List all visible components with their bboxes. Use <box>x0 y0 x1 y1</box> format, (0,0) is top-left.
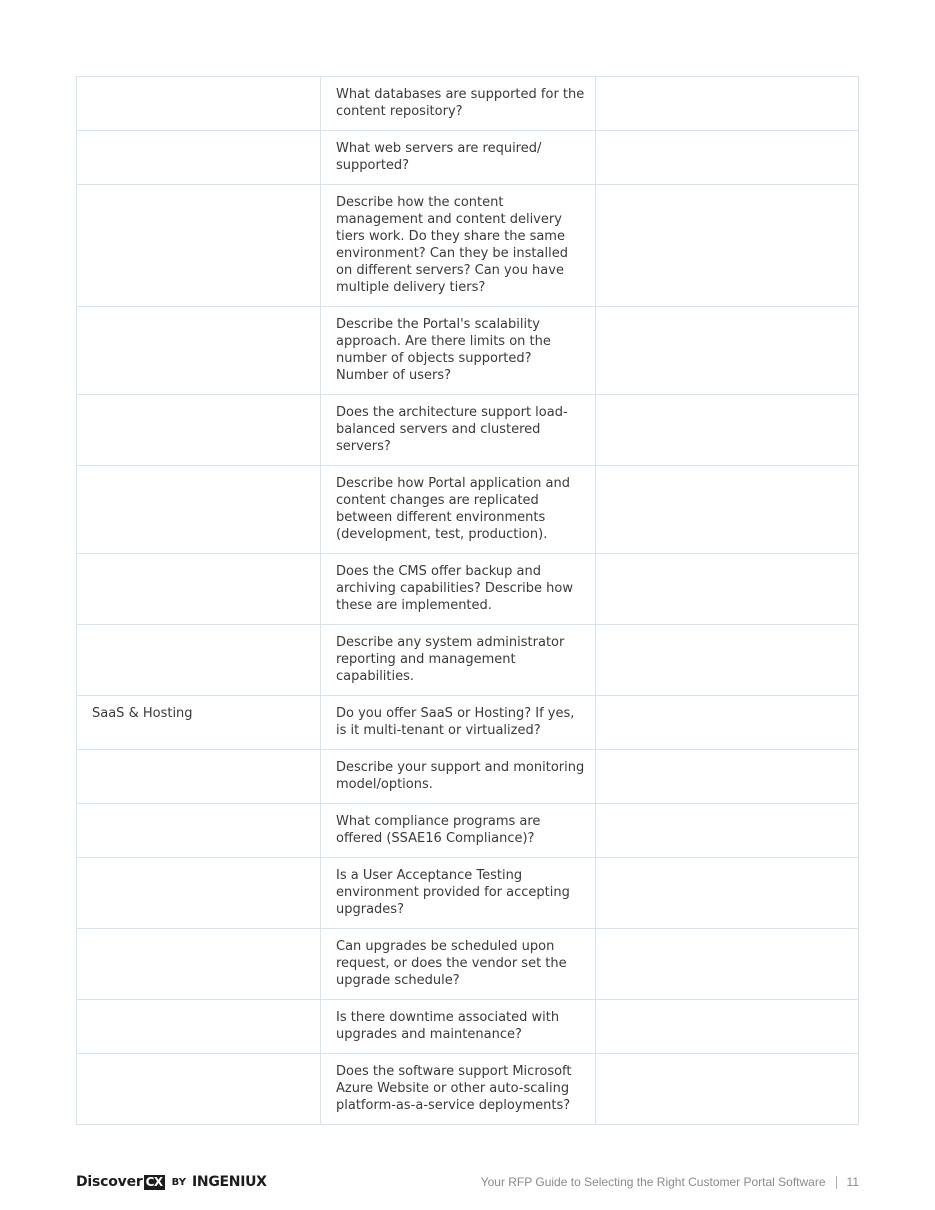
rfp-requirements-table <box>76 76 859 1125</box>
category-cell <box>77 625 321 696</box>
answer-cell <box>596 77 859 131</box>
table-row <box>77 77 859 131</box>
question-cell: Can upgrades be scheduled upon request, or does the vendor set the upgrade schedule? <box>321 929 596 1000</box>
answer-cell <box>596 554 859 625</box>
category-cell <box>77 858 321 929</box>
table-row <box>77 554 859 625</box>
category-cell <box>77 554 321 625</box>
category-cell <box>77 185 321 307</box>
page-number: 11 <box>846 1175 859 1189</box>
table-row <box>77 696 859 750</box>
answer-cell <box>596 395 859 466</box>
discovercx-by-ingeniux-logo <box>76 1172 267 1192</box>
logo-by-text: BY <box>171 1176 186 1188</box>
question-cell: Is a User Acceptance Testing environment provided for accepting upgrades? <box>321 858 596 929</box>
table-row <box>77 185 859 307</box>
question-cell: Does the architecture support load-balanced servers and clustered servers? <box>321 395 596 466</box>
table-row <box>77 307 859 395</box>
question-cell: Do you offer SaaS or Hosting? If yes, is it multi-tenant or virtualized? <box>321 696 596 750</box>
answer-cell <box>596 750 859 804</box>
category-cell <box>77 307 321 395</box>
question-cell: Describe any system administrator reporting and management capabilities. <box>321 625 596 696</box>
question-cell: Does the software support Microsoft Azure Website or other auto-scaling platform-as-a-service deployments? <box>321 1054 596 1125</box>
category-cell <box>77 77 321 131</box>
table-row <box>77 929 859 1000</box>
answer-cell <box>596 307 859 395</box>
footer-guide-info <box>481 1172 859 1192</box>
table-row <box>77 131 859 185</box>
footer-guide-title: Your RFP Guide to Selecting the Right Customer Portal Software <box>480 1175 826 1189</box>
answer-cell <box>596 1000 859 1054</box>
category-cell <box>77 1054 321 1125</box>
question-cell: Describe how Portal application and content changes are replicated between different environments (development, test, production). <box>321 466 596 554</box>
answer-cell <box>596 804 859 858</box>
question-cell: Does the CMS offer backup and archiving capabilities? Describe how these are implemented. <box>321 554 596 625</box>
footer-separator <box>836 1176 837 1189</box>
logo-discover-text: Discover <box>76 1174 143 1190</box>
category-cell <box>77 131 321 185</box>
category-cell <box>77 466 321 554</box>
category-cell: SaaS & Hosting <box>77 696 321 750</box>
table-row <box>77 1054 859 1125</box>
category-cell <box>77 804 321 858</box>
page-footer <box>76 1172 859 1192</box>
question-cell: What databases are supported for the content repository? <box>321 77 596 131</box>
answer-cell <box>596 466 859 554</box>
question-cell: Describe your support and monitoring model/options. <box>321 750 596 804</box>
answer-cell <box>596 131 859 185</box>
answer-cell <box>596 696 859 750</box>
category-cell <box>77 1000 321 1054</box>
logo-cx-badge: CX <box>145 1174 163 1189</box>
table-row <box>77 395 859 466</box>
category-cell <box>77 750 321 804</box>
table-row <box>77 750 859 804</box>
question-cell: Describe how the content management and content delivery tiers work. Do they share the same environment? Can they be installed on different servers? Can you have multiple delivery tiers? <box>321 185 596 307</box>
answer-cell <box>596 185 859 307</box>
logo-ingeniux-text: INGENIUX <box>192 1174 267 1190</box>
question-cell: Describe the Portal's scalability approach. Are there limits on the number of objects supported? Number of users? <box>321 307 596 395</box>
answer-cell <box>596 1054 859 1125</box>
question-cell: Is there downtime associated with upgrades and maintenance? <box>321 1000 596 1054</box>
question-cell: What compliance programs are offered (SSAE16 Compliance)? <box>321 804 596 858</box>
table-row <box>77 1000 859 1054</box>
table-row <box>77 466 859 554</box>
category-cell <box>77 929 321 1000</box>
table-row <box>77 804 859 858</box>
answer-cell <box>596 929 859 1000</box>
table-row <box>77 625 859 696</box>
table-row <box>77 858 859 929</box>
answer-cell <box>596 625 859 696</box>
rfp-table-body <box>77 77 859 1125</box>
question-cell: What web servers are required/ supported? <box>321 131 596 185</box>
category-cell <box>77 395 321 466</box>
answer-cell <box>596 858 859 929</box>
